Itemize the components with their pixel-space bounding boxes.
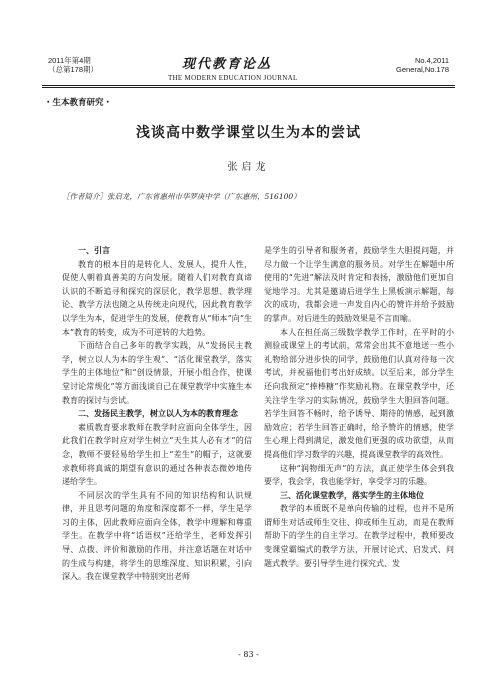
- section-tag: ・生本教育研究・: [44, 98, 113, 108]
- general-number-english: General,No.178: [396, 65, 449, 74]
- author-note: ［作者简介］张启龙，广东省惠州市华罗庚中学（广东惠州，516100）: [62, 192, 301, 201]
- journal-title-calligraphy: 现代教育论丛: [182, 57, 273, 72]
- issue-info: [48, 56, 98, 74]
- header-rule: [42, 85, 455, 86]
- paragraph: 本人在担任高三级数学教学工作时，在平时的小测验或课堂上的考试前，常常会出其不意地送一些小礼物给部分进步快的同学，鼓励他们认真对待每一次考试，并祝福他们考出好成绩。以至后来，部分学生还向我预定“捧棒糖”作奖励礼物。在课堂教学中，还关注学生学习的实际情况，鼓励学生大胆回答问题。若学生回答不畅时，给予诱导、期待的情感，起到激励效应；若学生回答正确时，给予赞许的情感，使学生心理上得到满足，激发他们更强的成功欲望，从而提高他们学习数学的兴趣，提高课堂教学的高效性。: [264, 327, 454, 459]
- paragraph: 教学的本质既不是单向传输的过程，也并不是所谓师生对话或师生交往、抑或师生互动，而是在教师帮助下的学生的自主学习。在教学过程中，教师要改变课堂霸编式的教学方法，开展讨论式、启发式、问题式教学。要引导学生进行探究式、发: [264, 504, 454, 568]
- heading-section-two: 二、发扬民主教学，树立以人为本的教育理念: [78, 409, 238, 419]
- issue-total-number: （总第178期）: [48, 65, 99, 74]
- paragraph: 下面结合自己多年的教学实践，从“发扬民主教学，树立以人为本的学生观”、“活化课堂教学，落实学生的主体地位”和“创设情景，开展小组合作，使课堂讨论常规化”等方面浅谈自己在课堂教学中实施生本教育的探讨与尝试。: [62, 341, 252, 405]
- article-title: 浅谈高中数学课堂以生为本的尝试: [136, 125, 361, 141]
- right-column: [264, 244, 454, 570]
- header-rule-thin: [42, 87, 455, 88]
- left-column: [62, 244, 252, 584]
- paragraph: 教育的根本目的是转化人、发展人，提升人性，促使人朝着真善美的方向发展。随着人们对教育真谛认识的不断追寻和探究的深层化，教学思想、教学理论、教学方法也随之从传统走向现代，因此教育教学以学生为本，促进学生的发展，使教育从“师本”向“生本”教育的转变，成为不可逆转的大趋势。: [62, 259, 252, 337]
- issue-year-number: 2011年第4期: [48, 56, 91, 65]
- article-author: 张启龙: [227, 162, 270, 173]
- issue-number-english: No.4,2011: [414, 56, 449, 65]
- issue-info-english: [396, 56, 449, 74]
- paragraph: 不同层次的学生具有不同的知识结构和认识规律，并且思考问题的角度和深度都不一样，学生是学习的主体，因此教师应面向全体，教学中理解和尊重学生。在教学中将“话语权”还给学生，老师发挥引导、点拨、评价和激励的作用，并注意话题在对话中的生成与构建，将学生的思维深度、知识积累，引向深入。我在课堂教学中特别突出老师: [62, 490, 252, 582]
- journal-title-english: THE MODERN EDUCATION JOURNAL: [168, 74, 298, 82]
- paragraph: 素质教育要求教师在教学时应面向全体学生，因此我们在教学时应对学生树立“天生其人必有才”的信念，教师不要轻易给学生扣上“差生”的帽子，这就要求教师将真诚的期望有意识的通过各种表态微妙地传递给学生。: [62, 422, 252, 487]
- heading-section-three: 三、活化课堂教学，落实学生的主体地位: [280, 490, 424, 500]
- heading-introduction: 一、引言: [78, 246, 110, 255]
- paragraph: 这种“润物细无声”的方法，真正使学生体会到我要学，我会学，我也能学好，享受学习的乐趣。: [264, 463, 454, 487]
- page-number: - 83 -: [238, 650, 259, 659]
- paragraph: 是学生的引导者和服务者，鼓励学生大胆提问题，并尽力做一个让学生满意的服务员。对学生在解题中所使用的“先进”解法及时肯定和表扬，激励他们更加自觉地学习。尤其是邀请后进学生上黑板演示解题，每次的成功，我都会进一声发自内心的赞许并给予鼓励的掌声。对后进生的鼓励效果是不言而喻。: [264, 246, 454, 323]
